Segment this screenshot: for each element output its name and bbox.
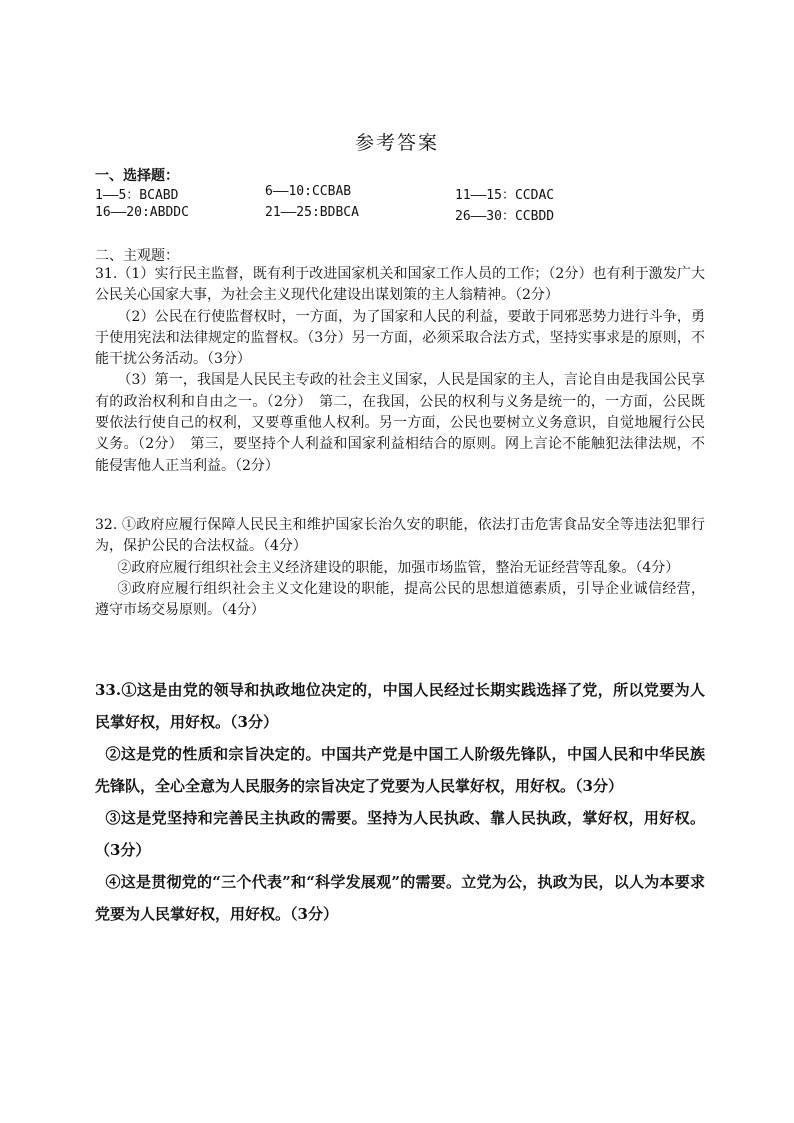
page-title: 参考答案 xyxy=(354,132,439,154)
question-32-answer xyxy=(95,515,705,621)
mc-answer-group: 1——5：BCABD xyxy=(95,188,179,203)
answer-paragraph: ③政府应履行组织社会主义文化建设的职能，提高公民的思想道德素质，引导企业诚信经营，遵守市场交易原则。（4分） xyxy=(95,580,705,619)
mc-answer-group: 6——10:CCBAB xyxy=(265,184,352,199)
answer-paragraph: ②这是党的性质和宗旨决定的。中国共产党是中国工人阶级先锋队，中国人民和中华民族先锋队，全心全意为人民服务的宗旨决定了党要为人民掌好权，用好权。（3分） xyxy=(95,745,705,795)
question-33-answer xyxy=(95,674,705,930)
answer-paragraph: （2）公民在行使监督权时，一方面，为了国家和人民的利益，要敢于同邪恶势力进行斗争，勇于使用宪法和法律规定的监督权。（3分）另一方面，必须采取合法方式，坚持实事求是的原则，不能干扰公务活动。（3分） xyxy=(95,308,705,368)
answer-paragraph: 31.（1）实行民主监督，既有利于改进国家机关和国家工作人员的工作；（2分）也有利于激发广大公民关心国家大事，为社会主义现代化建设出谋划策的主人翁精神。（2分） xyxy=(95,266,705,304)
answer-paragraph: （3）第一，我国是人民民主专政的社会主义国家，人民是国家的主人，言论自由是我国公民享有的政治权利和自由之一。（2分） 第二，在我国，公民的权利与义务是统一的，一方面，公民既要依法行使自己的权利，又要尊重他人权利。另一方面，公民也要树立义务意识，自觉地履行公民义务。（2分） 第三，要坚持个人利益和国家利益相结合的原则。网上言论不能触犯法律法规，不能侵害他人正当利益。（2分） xyxy=(95,372,705,474)
mc-answer-group: 26——30：CCBDD xyxy=(455,209,555,224)
answer-paragraph: ②政府应履行组织社会主义经济建设的职能，加强市场监管，整治无证经营等乱象。（4分） xyxy=(117,559,680,576)
mc-answer-group: 21——25:BDBCA xyxy=(265,205,359,220)
mc-answer-group: 11——15：CCDAC xyxy=(455,188,555,203)
mc-answer-group: 16——20:ABDDC xyxy=(95,205,189,220)
answer-paragraph: 33.①这是由党的领导和执政地位决定的，中国人民经过长期实践选择了党，所以党要为人民掌好权，用好权。（3分） xyxy=(95,681,705,731)
question-31-answer xyxy=(95,264,705,477)
section-heading-subjective: 二、主观题： xyxy=(95,248,179,264)
answer-paragraph: ③这是党坚持和完善民主执政的需要。坚持为人民执政、靠人民执政，掌好权，用好权。（3分） xyxy=(95,809,705,859)
answer-paragraph: ④这是贯彻党的“三个代表”和“科学发展观”的需要。立党为公，执政为民，以人为本要求党要为人民掌好权，用好权。（3分） xyxy=(95,873,705,923)
section-heading-multiple-choice: 一、选择题： xyxy=(95,168,179,184)
answer-paragraph: 32. ①政府应履行保障人民民主和维护国家长治久安的职能，依法打击危害食品安全等违法犯罪行为，保护公民的合法权益。（4分） xyxy=(95,517,705,555)
